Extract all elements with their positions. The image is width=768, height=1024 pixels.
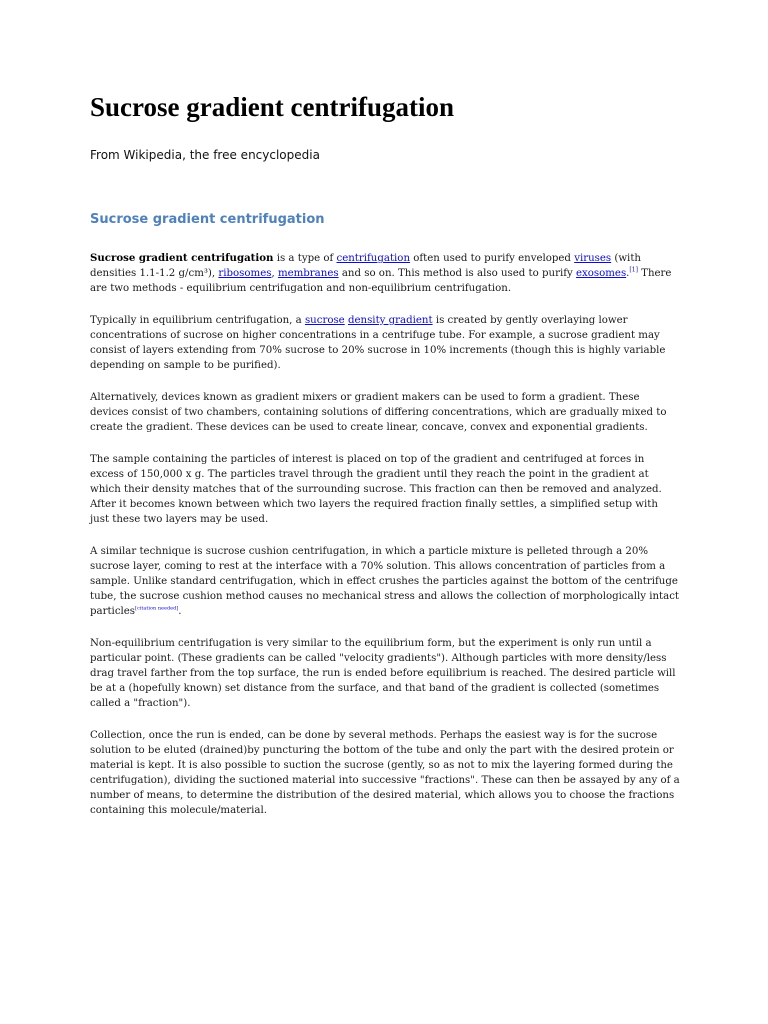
reference-1[interactable]: [1] [629,266,638,274]
link-membranes[interactable]: membranes [277,268,339,279]
text-span: , [271,268,278,279]
link-viruses[interactable]: viruses [574,253,612,264]
paragraph-non-equilibrium: Non-equilibrium centrifugation is very similar to the equilibrium form, but the experiment is only run until a particular point. (These gradients can be called "velocity gradients"). Although particles with more density/less drag travel farther from the top surface, the run is ended before equilibrium is reached. The desired particle will be at a (hopefully known) set distance from the surface, and that band of the gradient is collected (sometimes called a "fraction"). [90,638,676,709]
paragraph-cushion [90,544,680,619]
text-span: and so on. This method is also used to purify [338,268,576,279]
link-density-gradient[interactable]: density gradient [347,315,433,326]
article-tagline: From Wikipedia, the free encyclopedia [90,148,320,162]
text-span: often used to purify enveloped [410,253,575,264]
link-exosomes[interactable]: exosomes [575,268,627,279]
article-title: Sucrose gradient centrifugation [90,92,454,122]
link-sucrose[interactable]: sucrose [304,315,345,326]
link-centrifugation[interactable]: centrifugation [336,253,411,264]
citation-needed[interactable]: [citation needed] [135,605,179,612]
text-span: (with densities 1.1-1.2 g/cm³), [90,253,641,279]
text-span: Typically in equilibrium centrifugation, a [90,315,305,326]
bold-term: Sucrose gradient centrifugation [90,252,274,264]
paragraph-gradient-mixers: Alternatively, devices known as gradient mixers or gradient makers can be used to form a gradient. These devices consist of two chambers, containing solutions of differing concentrations, which are gradually mixed to create the gradient. These devices can be used to create linear, concave, convex and exponential gradients. [90,392,667,433]
text-span: . [626,268,630,279]
paragraph-equilibrium [90,313,680,373]
paragraph-intro [90,251,680,296]
text-span: There are two methods - equilibrium centrifugation and non-equilibrium centrifugation. [90,268,672,294]
text-span: is created by gently overlaying lower concentrations of sucrose on higher concentrations in a centrifuge tube. For example, a sucrose gradient may consist of layers extending from 70% sucrose to 20% sucrose in 10% increments (though this is highly variable depending on sample to be purified). [90,315,666,371]
article-body [90,251,680,835]
link-ribosomes[interactable]: ribosomes [218,268,272,279]
text-span: . [178,606,182,617]
paragraph-collection: Collection, once the run is ended, can be done by several methods. Perhaps the easiest way is for the sucrose solution to be eluted (drained)by puncturing the bottom of the tube and only the part with the desired protein or material is kept. It is also possible to suction the sucrose (gently, so as not to mix the layering formed during the centrifugation), dividing the suctioned material into successive "fractions". These can then be assayed by any of a number of means, to determine the distribution of the desired material, which allows you to choose the fractions containing this molecule/material. [90,730,680,816]
text-span: is a type of [273,253,337,264]
section-heading: Sucrose gradient centrifugation [90,212,325,227]
paragraph-sample: The sample containing the particles of interest is placed on top of the gradient and centrifuged at forces in excess of 150,000 x g. The particles travel through the gradient until they reach the point in the gradient at which their density matches that of the surrounding sucrose. This fraction can then be removed and analyzed. After it becomes known between which two layers the required fraction finally settles, a simplified setup with just these two layers may be used. [90,454,662,525]
text-span: A similar technique is sucrose cushion centrifugation, in which a particle mixture is pelleted through a 20% sucrose layer, coming to rest at the interface with a 70% solution. This allows concentration of particles from a sample. Unlike standard centrifugation, which in effect crushes the particles against the bottom of the centrifuge tube, the sucrose cushion method causes no mechanical stress and allows the collection of morphologically intact particles [90,546,679,617]
